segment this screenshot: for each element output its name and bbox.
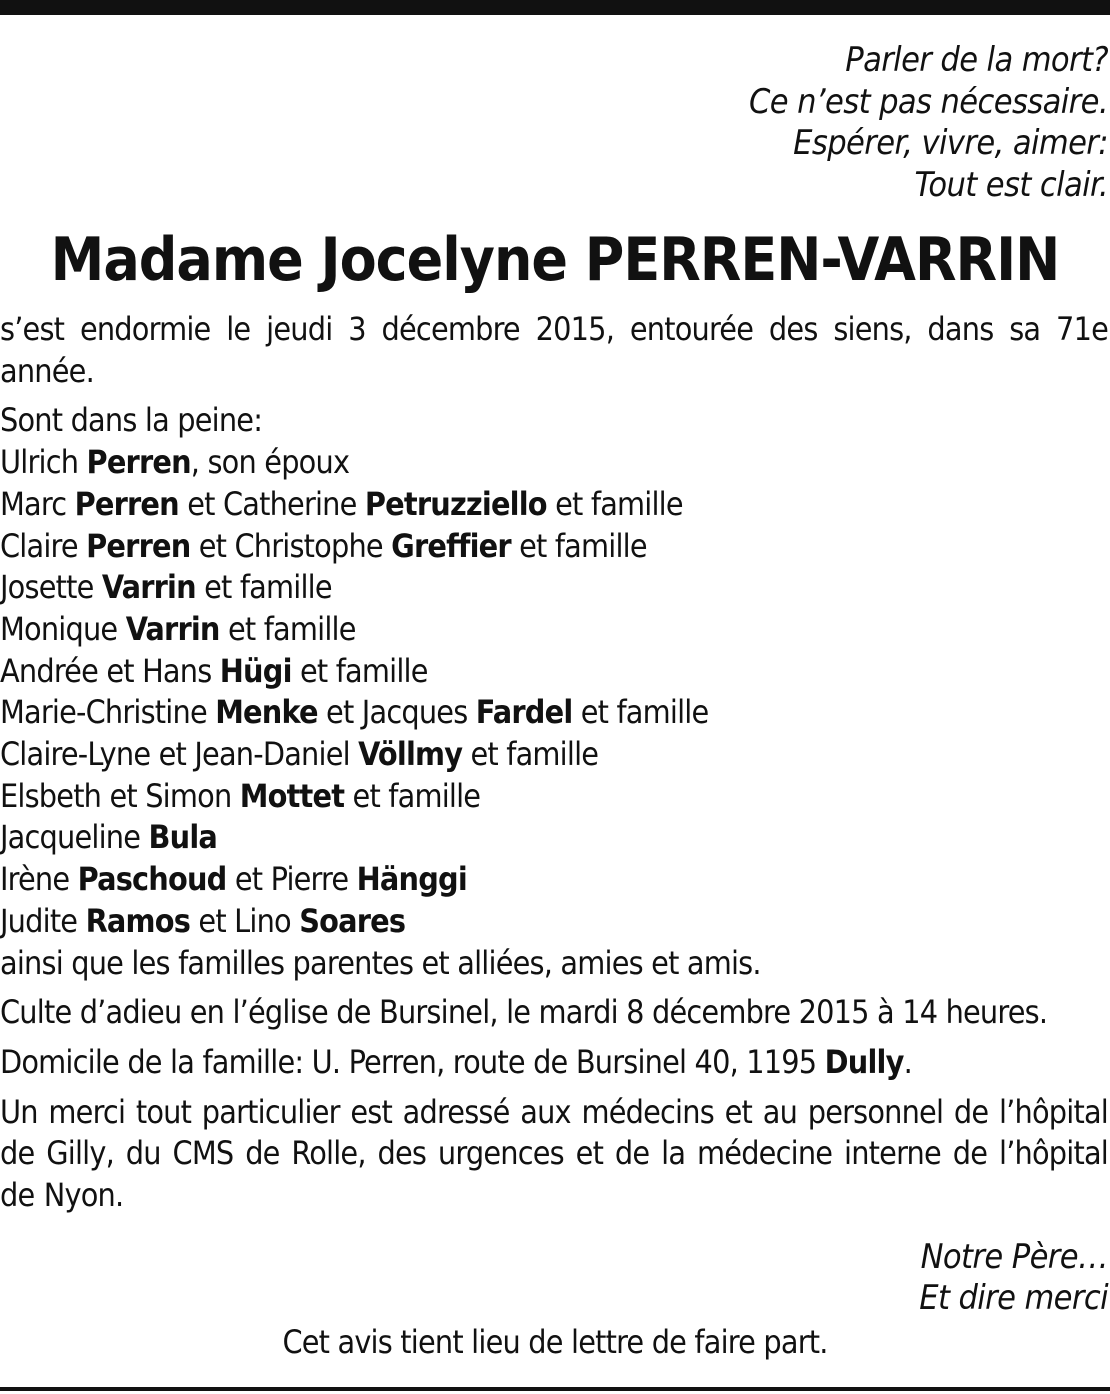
name-text: Claire [0,526,87,565]
name-text: Domicile de la famille: U. Perren, route de Bursinel 40, 1195 [0,1042,825,1081]
surname: Hänggi [356,860,467,899]
mourners-heading: Sont dans la peine: [0,401,263,440]
mourner-line [0,859,1108,901]
mourner-line [0,442,1108,484]
thanks-paragraph: Un merci tout particulier est adressé aux médecins et au personnel de l’hôpital de Gilly, du CMS de Rolle, des urgences et de la médecine interne de l’hôpital de Nyon. [0,1092,1108,1215]
name-text: et famille [344,776,481,815]
surname: Ramos [85,901,191,940]
mourner-line [0,567,1108,609]
surname: Perren [74,484,179,523]
poem-line: Tout est clair. [914,164,1108,205]
name-text: . [903,1042,912,1081]
mourner-line [0,692,1108,734]
surname: Perren [86,443,191,482]
mourner-line [0,484,1108,526]
name-text: et famille [219,609,356,648]
surname: Soares [299,901,406,940]
surname: Greffier [391,526,511,565]
name-text: et Catherine [178,484,365,523]
poem-line: Parler de la mort? [845,40,1108,80]
name-text: Jacqueline [0,818,149,857]
poem-line: Ce n’est pas nécessaire. [749,81,1108,122]
opening-poem [749,40,1108,206]
mourner-line [0,776,1108,818]
service-announcement: Culte d’adieu en l’église de Bursinel, le mardi 8 décembre 2015 à 14 heures. [0,993,1048,1032]
deceased-name-title: Madame Jocelyne PERREN-VARRIN [50,225,1060,295]
bottom-rule [0,1387,1110,1391]
name-text: Irène [0,860,78,899]
surname: Menke [215,693,318,732]
surname: Dully [824,1042,904,1081]
name-text: Andrée et Hans [0,651,220,690]
closing-lines [919,1237,1108,1319]
closing-line: Et dire merci [919,1278,1108,1318]
name-text: Ulrich [0,443,87,482]
mourners-list [0,442,1108,942]
families-line: ainsi que les familles parentes et alliées, amies et amis. [0,943,761,982]
poem-line: Espérer, vivre, aimer: [793,123,1108,163]
name-text: et famille [546,484,683,523]
name-text: et Christophe [190,526,392,565]
top-rule [0,0,1110,15]
name-text: et famille [572,693,709,732]
name-text: et Jacques [317,693,476,732]
family-domicile [0,1042,1108,1084]
mourner-line [0,734,1108,776]
intro-paragraph: s’est endormie le jeudi 3 décembre 2015, entourée des siens, dans sa 71e année. [0,310,1108,390]
name-text: , son époux [190,443,350,482]
name-text: et famille [510,526,647,565]
mourner-line [0,609,1108,651]
name-text: Josette [0,568,102,607]
notice-footer: Cet avis tient lieu de lettre de faire part. [282,1323,828,1361]
surname: Varrin [125,609,220,648]
name-text: et famille [462,735,599,774]
surname: Hügi [219,651,292,690]
name-text: Marc [0,484,75,523]
surname: Fardel [475,693,573,732]
name-text: Marie-Christine [0,693,216,732]
notice-body [0,309,1108,1217]
name-text: et Lino [190,901,300,940]
name-text: Elsbeth et Simon [0,776,240,815]
closing-line: Notre Père… [920,1237,1108,1277]
surname: Petruzziello [364,484,547,523]
surname: Perren [86,526,191,565]
mourner-line [0,526,1108,568]
name-text: Judite [0,901,86,940]
name-text: et famille [291,651,428,690]
surname: Varrin [101,568,196,607]
mourner-line [0,901,1108,943]
surname: Völlmy [358,735,463,774]
name-text: et famille [195,568,332,607]
mourner-line [0,651,1108,693]
name-text: Claire-Lyne et Jean-Daniel [0,735,359,774]
mourner-line [0,817,1108,859]
surname: Mottet [239,776,345,815]
name-text: Monique [0,609,126,648]
surname: Bula [148,818,218,857]
surname: Paschoud [77,860,227,899]
name-text: et Pierre [226,860,357,899]
